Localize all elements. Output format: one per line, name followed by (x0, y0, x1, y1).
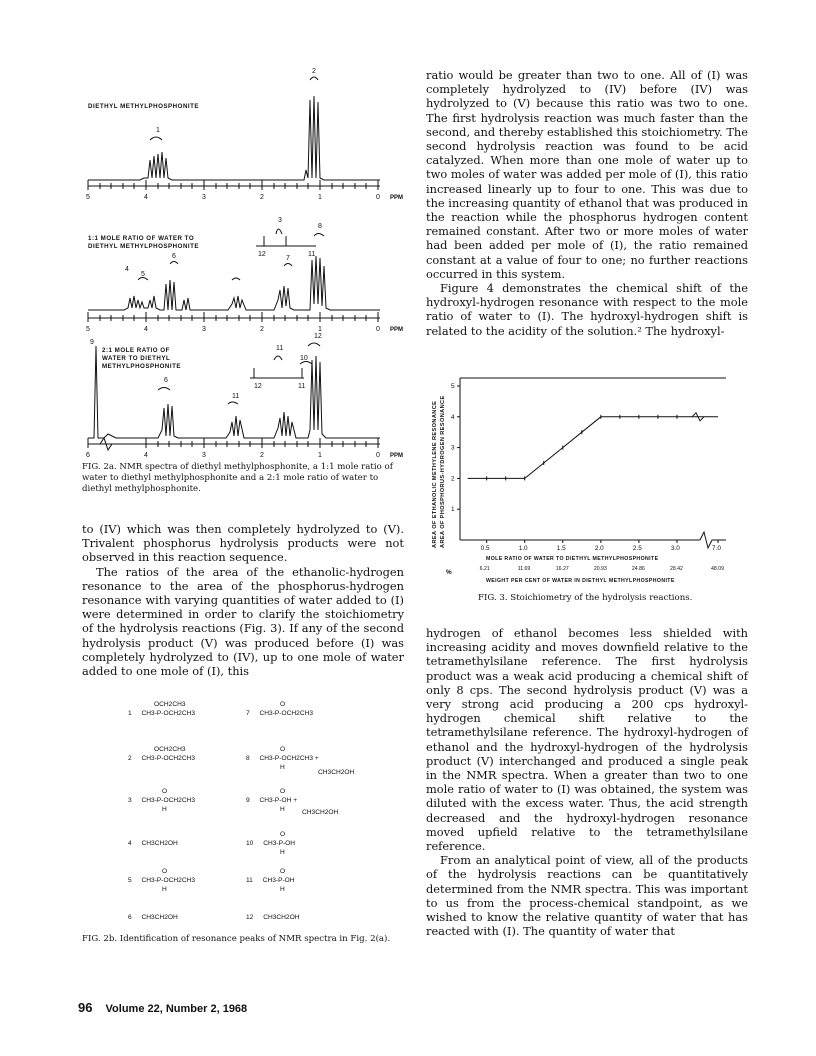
spectrum-c-title-2: WATER TO DIETHYL (102, 355, 171, 362)
right-paragraph-3: hydrogen of ethanol becomes less shielded with increasing acidity and moves downfield relative to the tetramethylsilane reference. The first hydrolysis product was a weak acid producing a chemical shift of only 8 cps. The second hydrolysis product (V) was a very strong acid producing a 200 cps hydroxyl-hydrogen chemical shift relative to the tetramethylsilane reference. The hydroxyl-hydrogen of ethanol and the hydroxyl-hydrogen of the hydrolysis product (V) interchanged and produced a single peak in the NMR spectra. When a greater than two to one mole ratio of water to (I) was obtained, the system was diluted with the excess water. Thus, the acid strength decreased and the hydroxyl-hydrogen resonance moved upfield relative to the tetramethylsilane reference. (426, 626, 748, 854)
peak-label-4: 4 (125, 266, 129, 273)
structure-10-sub-o: O (280, 831, 286, 838)
left-paragraph-2: The ratios of the area of the ethanolic-hydrogen resonance to the area of the phosphorus-hydrogen resonance with varying quantities of water added to (I) were determined in order to clarify the stoichiometry of the hydrolysis reactions (Fig. 3). If any of the second hydrolysis product (V) was produced before (I) was completely hydrolyzed to (IV), up to one mole of water added to one mole of (I), this (82, 564, 404, 679)
figure-3-xlabel-1: MOLE RATIO OF WATER TO DIETHYL METHYLPHOSPHONITE (486, 556, 659, 562)
axis-a-tick-3: 3 (202, 194, 206, 201)
axis-b-tick-1: 1 (318, 326, 322, 333)
structure-5-formula: CH3-P-OCH2CH3 (141, 877, 196, 884)
structure-11-sub-h: H (280, 886, 285, 893)
structure-8-num: 8 (246, 755, 250, 762)
structure-7 (246, 701, 314, 717)
structure-7-sub-o: O (280, 701, 286, 708)
figure-3-percent-label: 16.27 (555, 566, 569, 572)
peak-label-12-c: 12 (314, 333, 322, 340)
peak-label-5: 5 (141, 271, 145, 278)
right-paragraph-2: Figure 4 demonstrates the chemical shift of the hydroxyl-hydrogen resonance with respect to the mole ratio of water to (I). The hydroxyl-hydrogen shift is related to the acidity of the solution.² The hydroxyl- (426, 281, 748, 338)
peak-label-6: 6 (172, 253, 176, 260)
figure-3-xtick-label: 7.0 (712, 545, 721, 552)
peak-label-11-c3: 11 (276, 345, 284, 352)
structure-2-sub: OCH2CH3 (154, 746, 186, 753)
structure-3-sub-h: H (162, 806, 167, 813)
structure-1-sub: OCH2CH3 (154, 701, 186, 708)
page-footer (78, 1000, 247, 1015)
structure-4-num: 4 (128, 840, 132, 847)
structure-1-formula: CH3-P-OCH2CH3 (141, 710, 196, 717)
figure-3-ytick-label: 3 (451, 444, 455, 452)
figure-3-chart (426, 368, 756, 586)
structure-9-sub-o: O (280, 788, 286, 795)
structure-2 (128, 746, 196, 762)
structure-5-sub-h: H (162, 886, 167, 893)
page-number: 96 (78, 1000, 93, 1015)
peak-label-7: 7 (286, 255, 290, 262)
structure-5-num: 5 (128, 877, 132, 884)
axis-a-tick-4: 4 (144, 194, 148, 201)
figure-3-caption: FIG. 3. Stoichiometry of the hydrolysis reactions. (478, 593, 693, 603)
peak-label-12-c2: 12 (254, 383, 262, 390)
structure-7-formula: CH3-P-OCH2CH3 (259, 710, 314, 717)
structure-9-sub-ethanol: CH3CH2OH (302, 809, 339, 816)
structure-9-sub-h: H (280, 806, 285, 813)
figure-3-percent: % (446, 569, 453, 576)
spectrum-c-title-3: METHYLPHOSPHONITE (102, 363, 181, 370)
structure-8-sub-h: H (280, 764, 285, 771)
structure-8-sub-ethanol: CH3CH2OH (318, 769, 355, 776)
left-paragraph-1: to (IV) which was then completely hydrolyzed to (V). Trivalent phosphorus hydrolysis products were not observed in this reaction sequence. (82, 522, 404, 565)
axis-b-ppm: PPM (390, 327, 404, 333)
peak-label-6-c: 6 (164, 377, 168, 384)
figure-3-xtick-label: 1.5 (556, 545, 566, 552)
axis-b-tick-2: 2 (260, 326, 264, 333)
axis-b-tick-0: 0 (376, 326, 380, 333)
structure-6-formula: CH3CH2OH (141, 914, 178, 921)
figure-2b (118, 700, 418, 925)
right-column-top-text (426, 68, 748, 338)
figure-2a (78, 60, 408, 460)
structure-11-formula: CH3-P-OH (262, 877, 295, 884)
structure-6-num: 6 (128, 914, 132, 921)
structure-11 (246, 868, 295, 893)
structure-6 (128, 914, 178, 921)
structure-9 (246, 788, 339, 816)
axis-a-tick-0: 0 (376, 194, 380, 201)
axis-c-ppm: PPM (390, 453, 404, 459)
structure-5 (128, 868, 196, 893)
figure-2a-spectra (78, 60, 408, 460)
right-paragraph-1: ratio would be greater than two to one. All of (I) was completely hydrolyzed to (IV) before (IV) was hydrolyzed to (V) because this ratio was two to one. The first hydrolysis reaction was much faster than the second, and thereby established this stoichiometry. The second hydrolysis reaction was found to be acid catalyzed. When more than one mole of water up to two moles of water was added per mole of (I), this ratio increased linearly up to four to one. This was due to the increasing quantity of ethanol that was produced in the reaction while the phosphorus hydrogen content remained constant. After two or more moles of water had been added per mole of (I), the ratio remained constant at a value of four to one; no further reactions occurred in this system. (426, 68, 748, 281)
structure-10-formula: CH3-P-OH (263, 840, 296, 847)
figure-2a-caption: FIG. 2a. NMR spectra of diethyl methylphosphonite, a 1:1 mole ratio of water to diethyl methylphosphonite and a 2:1 mole ratio of water to diethyl methylphosphonite. (82, 462, 393, 494)
left-column-text (82, 522, 404, 678)
structure-3 (128, 788, 196, 813)
axis-c-tick-2: 2 (260, 452, 264, 459)
structure-8 (246, 746, 355, 776)
spectrum-b-title-2: DIETHYL METHYLPHOSPHONITE (88, 243, 200, 250)
structure-2-num: 2 (128, 755, 132, 762)
structure-3-num: 3 (128, 797, 132, 804)
structure-2-formula: CH3-P-OCH2CH3 (141, 755, 196, 762)
structure-4 (128, 840, 178, 847)
figure-3-xtick-label: 2.0 (594, 545, 604, 552)
peak-label-11-c2: 11 (298, 383, 306, 390)
axis-c-tick-1: 1 (318, 452, 322, 459)
figure-2b-caption: FIG. 2b. Identification of resonance peaks of NMR spectra in Fig. 2(a). (82, 934, 391, 944)
figure-3-percent-label: 6.21 (479, 566, 490, 572)
spectrum-c-title-1: 2:1 MOLE RATIO OF (102, 347, 170, 354)
axis-c-tick-0: 0 (376, 452, 380, 459)
peak-label-8: 8 (318, 223, 322, 230)
spectrum-a-title: DIETHYL METHYLPHOSPHONITE (88, 103, 200, 110)
axis-c-tick-3: 3 (202, 452, 206, 459)
figure-3-xtick-label: 3.0 (670, 545, 680, 552)
structure-10-num: 10 (246, 840, 254, 847)
structure-4-formula: CH3CH2OH (141, 840, 178, 847)
structure-10 (246, 831, 296, 856)
figure-3-ylabel-1: AREA OF ETHANOLIC METHYLENE RESONANCE (432, 400, 438, 548)
axis-c-tick-4: 4 (144, 452, 148, 459)
figure-3-percent-label: 24.86 (631, 566, 645, 572)
journal-info: Volume 22, Number 2, 1968 (105, 1003, 248, 1015)
figure-3-series-line (468, 417, 718, 479)
structure-8-formula: CH3-P-OCH2CH3 + (259, 755, 319, 762)
structure-9-formula: CH3-P-OH + (259, 797, 298, 804)
figure-3 (426, 368, 756, 586)
figure-3-ytick-label: 5 (451, 383, 455, 390)
spectrum-b-trace (88, 256, 380, 310)
structure-7-num: 7 (246, 710, 250, 717)
figure-3-xtick-label: 2.5 (632, 545, 642, 552)
figure-3-percent-label: 11.69 (517, 566, 531, 572)
right-paragraph-4: From an analytical point of view, all of the products of the hydrolysis reactions can be quantitatively determined from the NMR spectra. This was important to us from the process-chemical standpoint, as we wished to know the relative quantity of water that has reacted with (I). The quantity of water that (426, 853, 748, 939)
peak-label-11-c: 11 (232, 393, 240, 400)
figure-3-ytick-label: 1 (451, 506, 455, 514)
structure-8-sub-o: O (280, 746, 286, 753)
axis-a-ppm: PPM (390, 195, 404, 201)
structure-11-sub-o: O (280, 868, 286, 875)
structure-5-sub-o: O (162, 868, 168, 875)
peak-label-1: 1 (156, 127, 160, 134)
peak-label-2: 2 (312, 68, 316, 75)
peak-label-12-b: 12 (258, 251, 266, 258)
structure-11-num: 11 (246, 877, 253, 884)
peak-label-11-b: 11 (308, 251, 316, 258)
structure-12-formula: CH3CH2OH (263, 914, 300, 921)
right-column-bottom-text (426, 626, 748, 938)
structure-1 (128, 701, 196, 717)
structure-12 (246, 914, 299, 921)
figure-3-xtick-label: 0.5 (480, 545, 490, 552)
axis-c-tick-6: 6 (86, 452, 90, 459)
figure-3-ytick-label: 2 (451, 475, 455, 483)
peak-label-3: 3 (278, 217, 282, 224)
figure-3-percent-label: 48.09 (711, 566, 724, 572)
structure-1-num: 1 (128, 710, 132, 717)
figure-3-percent-label: 20.93 (593, 566, 607, 572)
figure-3-xtick-label: 1.0 (518, 545, 528, 552)
structure-3-sub-o: O (162, 788, 168, 795)
spectrum-b-title-1: 1:1 MOLE RATIO OF WATER TO (88, 235, 195, 242)
structure-10-sub-h: H (280, 849, 285, 856)
peak-label-10: 10 (300, 355, 308, 362)
axis-ticks-a (88, 180, 378, 190)
structure-9-num: 9 (246, 797, 250, 804)
axis-a-tick-5: 5 (86, 194, 90, 201)
peak-label-9: 9 (90, 339, 94, 346)
figure-3-xlabel-2: WEIGHT PER CENT OF WATER IN DIETHYL METHYLPHOSPHONITE (486, 578, 675, 584)
axis-a-tick-2: 2 (260, 194, 264, 201)
axis-b-tick-3: 3 (202, 326, 206, 333)
figure-3-ylabel-2: AREA OF PHOSPHORUS-HYDROGEN RESONANCE (440, 395, 446, 548)
structure-12-num: 12 (246, 914, 254, 921)
figure-3-ytick-label: 4 (451, 413, 455, 421)
axis-a-tick-1: 1 (318, 194, 322, 201)
axis-b-tick-5: 5 (86, 326, 90, 333)
figure-3-percent-label: 28.42 (669, 566, 683, 572)
structure-3-formula: CH3-P-OCH2CH3 (141, 797, 196, 804)
axis-b-tick-4: 4 (144, 326, 148, 333)
